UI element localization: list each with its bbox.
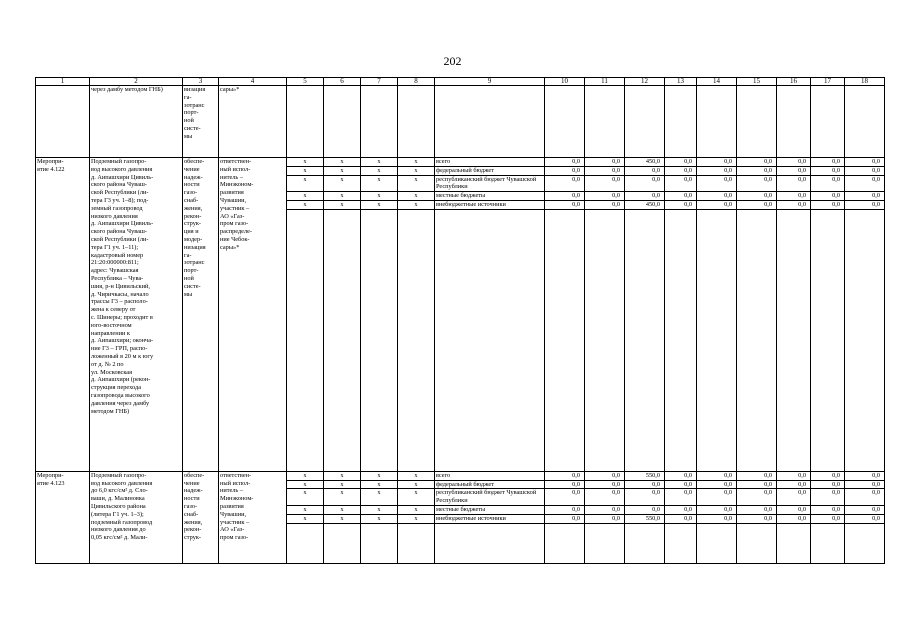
funding-value: 0,0 — [845, 192, 885, 201]
funding-value: 0,0 — [737, 489, 777, 506]
funding-value: 0,0 — [665, 158, 697, 167]
continuation-row — [36, 86, 885, 158]
measure-description: Подземный газопро- вод высокого давления до 6,0 кгс/см² д. Сло- ваши, д. Малиновка Цивильского района (литера Г1 уч. 1–3); подземный газопровод низкого давления до 0,05 кгс/см² д. Мали- — [90, 471, 183, 563]
measure-id-cell — [36, 86, 90, 158]
measure-goal: обеспе- чение надеж- ности газо- снаб- жения, рекон- струк- — [183, 471, 219, 563]
funding-source: федеральный бюджет — [435, 166, 545, 175]
funding-value: 0,0 — [845, 489, 885, 506]
funding-value: 0,0 — [585, 175, 625, 192]
funding-value: 0,0 — [625, 480, 665, 489]
funding-value: 0,0 — [625, 175, 665, 192]
col-header: 15 — [737, 78, 777, 86]
indicator-cell: x — [398, 200, 435, 209]
indicator-cell: x — [324, 166, 361, 175]
page-number: 202 — [443, 54, 462, 68]
funding-value: 0,0 — [697, 166, 737, 175]
funding-value: 0,0 — [585, 471, 625, 480]
funding-value: 0,0 — [845, 480, 885, 489]
indicator-cell: x — [324, 175, 361, 192]
funding-value: 0,0 — [737, 514, 777, 523]
measure-responsible: сары»* — [219, 86, 287, 158]
funding-source: внебюджетные источники — [435, 514, 545, 523]
funding-value: 0,0 — [845, 471, 885, 480]
funding-value: 0,0 — [585, 505, 625, 514]
funding-value: 0,0 — [737, 158, 777, 167]
funding-value: 0,0 — [811, 166, 845, 175]
funding-value: 0,0 — [585, 480, 625, 489]
funding-value: 0,0 — [665, 192, 697, 201]
funding-value: 0,0 — [777, 158, 811, 167]
indicator-cell: x — [398, 192, 435, 201]
indicator-cell: x — [361, 166, 398, 175]
col-header: 17 — [811, 78, 845, 86]
col-header: 6 — [324, 78, 361, 86]
funding-value: 0,0 — [545, 514, 585, 523]
funding-value: 0,0 — [545, 480, 585, 489]
funding-value: 550,0 — [625, 514, 665, 523]
funding-value: 0,0 — [811, 480, 845, 489]
indicator-cell: x — [398, 480, 435, 489]
col-header: 4 — [219, 78, 287, 86]
funding-source: всего — [435, 158, 545, 167]
funding-value: 0,0 — [777, 192, 811, 201]
measure-goal: визация га- зотранс порт- ной систе- мы — [183, 86, 219, 158]
funding-value: 0,0 — [665, 480, 697, 489]
col-header: 1 — [36, 78, 90, 86]
funding-value: 550,0 — [625, 471, 665, 480]
funding-value: 0,0 — [737, 471, 777, 480]
funding-value: 0,0 — [697, 514, 737, 523]
indicator-cell: x — [287, 192, 324, 201]
funding-value: 0,0 — [665, 200, 697, 209]
funding-value: 0,0 — [665, 489, 697, 506]
program-table — [35, 77, 885, 564]
funding-value: 0,0 — [777, 200, 811, 209]
funding-value: 0,0 — [625, 166, 665, 175]
funding-value: 0,0 — [737, 166, 777, 175]
indicator-cell: x — [287, 489, 324, 506]
funding-value: 0,0 — [665, 505, 697, 514]
col-header: 8 — [398, 78, 435, 86]
col-header: 12 — [625, 78, 665, 86]
indicator-cell: x — [361, 471, 398, 480]
funding-value: 0,0 — [665, 514, 697, 523]
indicator-cell: x — [361, 200, 398, 209]
indicator-cell: x — [398, 505, 435, 514]
funding-value: 0,0 — [697, 505, 737, 514]
measure-id: Меропри- ятие 4.122 — [36, 158, 90, 472]
indicator-cell: x — [287, 480, 324, 489]
indicator-cell: x — [324, 489, 361, 506]
funding-value: 0,0 — [585, 166, 625, 175]
funding-source: местные бюджеты — [435, 505, 545, 514]
funding-value: 0,0 — [777, 166, 811, 175]
col-header: 16 — [777, 78, 811, 86]
indicator-cell: x — [324, 480, 361, 489]
funding-value: 0,0 — [697, 471, 737, 480]
funding-value: 0,0 — [585, 192, 625, 201]
funding-value: 450,0 — [625, 200, 665, 209]
funding-source: республиканский бюджет Чувашской Республики — [435, 175, 545, 192]
funding-value: 0,0 — [697, 158, 737, 167]
funding-value: 0,0 — [777, 175, 811, 192]
funding-value: 0,0 — [845, 514, 885, 523]
funding-value: 0,0 — [665, 166, 697, 175]
funding-value: 0,0 — [697, 200, 737, 209]
funding-value: 450,0 — [625, 158, 665, 167]
funding-value: 0,0 — [811, 489, 845, 506]
indicator-cell: x — [287, 505, 324, 514]
indicator-cell: x — [287, 158, 324, 167]
measure-id: Меропри- ятие 4.123 — [36, 471, 90, 563]
funding-value: 0,0 — [545, 471, 585, 480]
funding-value: 0,0 — [737, 192, 777, 201]
funding-value: 0,0 — [697, 192, 737, 201]
indicator-cell: x — [398, 166, 435, 175]
funding-value: 0,0 — [737, 200, 777, 209]
indicator-cell: x — [324, 200, 361, 209]
indicator-cell: x — [324, 158, 361, 167]
indicator-cell: x — [287, 166, 324, 175]
funding-value: 0,0 — [697, 480, 737, 489]
funding-value: 0,0 — [585, 514, 625, 523]
funding-value: 0,0 — [845, 158, 885, 167]
funding-value: 0,0 — [777, 514, 811, 523]
indicator-cell: x — [287, 200, 324, 209]
col-header: 18 — [845, 78, 885, 86]
funding-value: 0,0 — [777, 489, 811, 506]
funding-value: 0,0 — [777, 480, 811, 489]
indicator-cell: x — [361, 489, 398, 506]
indicator-cell: x — [398, 489, 435, 506]
funding-value: 0,0 — [737, 175, 777, 192]
funding-value: 0,0 — [545, 192, 585, 201]
measure-description: Подземный газопро- вод высокого давления д. Аипашхири Цивиль- ского района Чуваш- ской Республики (ли- тера Г3 уч. 1–8); под- земный газопровод низкого давления д. Аипашхири Цивиль- ского района Чуваш- ской Республики (ли- тера Г1 уч. 1–11); кадастровый номер 21:20:000000:811; адрес: Чувашская Республика – Чува- шия, р-н Цивильский, д. Чиричкасы, начало трассы Г3 – располо- жена к северу от с. Шинеры; проходит в юго-восточном направлении к д. Аипашхири; оконча- ние Г3 – ГРП, распо- ложенный в 20 м к югу от д. № 2 по ул. Московская д. Аипашхири (рекон- струкция перехода газопровода высокого давления через дамбу методом ГНБ) — [90, 158, 183, 472]
measure-goal: обеспе- чение надеж- ности газо- снаб- жения, рекон- струк- ция и модер- низация га- зотранс порт- ной систе- мы — [183, 158, 219, 472]
funding-value: 0,0 — [545, 200, 585, 209]
indicator-cell: x — [324, 505, 361, 514]
indicator-cell: x — [361, 505, 398, 514]
funding-value: 0,0 — [625, 489, 665, 506]
indicator-cell: x — [287, 471, 324, 480]
funding-value: 0,0 — [811, 514, 845, 523]
funding-value: 0,0 — [845, 505, 885, 514]
funding-value: 0,0 — [625, 505, 665, 514]
funding-value: 0,0 — [585, 200, 625, 209]
funding-value: 0,0 — [545, 158, 585, 167]
funding-value: 0,0 — [697, 489, 737, 506]
indicator-cell: x — [324, 514, 361, 523]
funding-value: 0,0 — [845, 175, 885, 192]
funding-value: 0,0 — [811, 192, 845, 201]
col-header: 13 — [665, 78, 697, 86]
indicator-cell: x — [324, 192, 361, 201]
indicator-cell: x — [398, 514, 435, 523]
funding-source: республиканский бюджет Чувашской Республики — [435, 489, 545, 506]
indicator-cell: x — [361, 514, 398, 523]
col-header: 5 — [287, 78, 324, 86]
funding-value: 0,0 — [811, 505, 845, 514]
funding-source: всего — [435, 471, 545, 480]
indicator-cell: x — [287, 514, 324, 523]
funding-value: 0,0 — [545, 166, 585, 175]
indicator-cell: x — [361, 158, 398, 167]
col-header: 10 — [545, 78, 585, 86]
indicator-cell: x — [398, 158, 435, 167]
funding-value: 0,0 — [777, 471, 811, 480]
measure-responsible: ответствен- ный испол- нитель – Минэконом- развития Чувашии, участник – АО «Газ- пром газо- — [219, 471, 287, 563]
indicator-cell: x — [361, 175, 398, 192]
funding-value: 0,0 — [697, 175, 737, 192]
indicator-cell: x — [287, 175, 324, 192]
funding-value: 0,0 — [737, 505, 777, 514]
col-header: 7 — [361, 78, 398, 86]
indicator-cell: x — [361, 480, 398, 489]
funding-source: внебюджетные источники — [435, 200, 545, 209]
funding-value: 0,0 — [665, 175, 697, 192]
indicator-cell: x — [398, 471, 435, 480]
funding-value: 0,0 — [845, 200, 885, 209]
funding-value: 0,0 — [845, 166, 885, 175]
funding-value: 0,0 — [665, 471, 697, 480]
funding-value: 0,0 — [811, 158, 845, 167]
funding-source: федеральный бюджет — [435, 480, 545, 489]
col-header: 2 — [90, 78, 183, 86]
funding-value: 0,0 — [625, 192, 665, 201]
col-header: 11 — [585, 78, 625, 86]
funding-row — [36, 158, 885, 167]
funding-value: 0,0 — [777, 505, 811, 514]
funding-value: 0,0 — [545, 175, 585, 192]
funding-value: 0,0 — [545, 505, 585, 514]
col-header: 9 — [435, 78, 545, 86]
col-header: 3 — [183, 78, 219, 86]
funding-value: 0,0 — [811, 200, 845, 209]
indicator-cell: x — [324, 471, 361, 480]
funding-value: 0,0 — [585, 158, 625, 167]
funding-value: 0,0 — [737, 480, 777, 489]
funding-value: 0,0 — [811, 471, 845, 480]
col-header: 14 — [697, 78, 737, 86]
indicator-cell: x — [398, 175, 435, 192]
indicator-cell: x — [361, 192, 398, 201]
column-number-row — [36, 78, 885, 86]
funding-value: 0,0 — [585, 489, 625, 506]
funding-value: 0,0 — [545, 489, 585, 506]
funding-row — [36, 471, 885, 480]
measure-responsible: ответствен- ный испол- нитель – Минэконом- развития Чувашии, участник – АО «Газ- пром газо- распределе- ние Чебок- сары»* — [219, 158, 287, 472]
measure-description: через дамбу методом ГНБ) — [90, 86, 183, 158]
funding-value: 0,0 — [811, 175, 845, 192]
funding-source: местные бюджеты — [435, 192, 545, 201]
